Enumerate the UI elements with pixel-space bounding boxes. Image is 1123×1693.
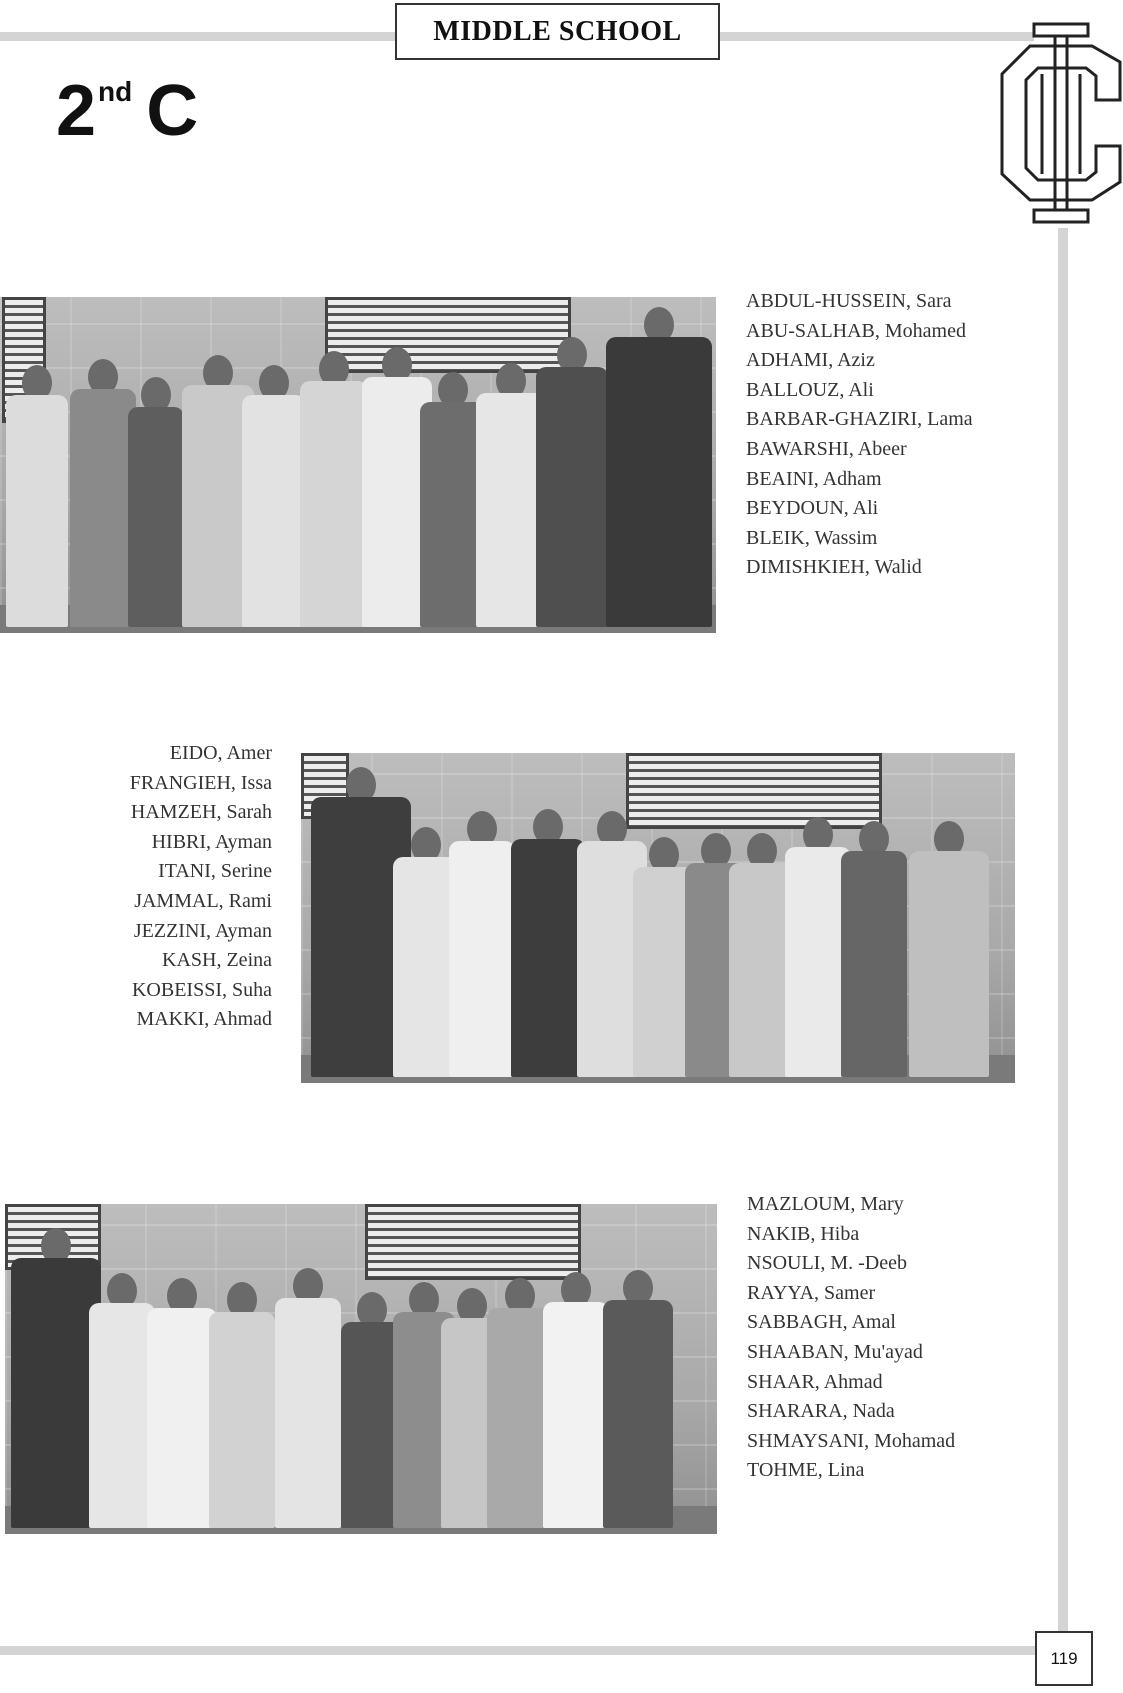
class-photo-2	[301, 753, 1015, 1083]
student-name: ADHAMI, Aziz	[746, 349, 875, 372]
student-name: NSOULI, M. -Deeb	[747, 1252, 907, 1275]
student-name: JEZZINI, Ayman	[133, 919, 272, 942]
student-name: BARBAR-GHAZIRI, Lama	[746, 408, 973, 431]
figure-body	[275, 1298, 341, 1528]
name-list-1	[746, 287, 973, 583]
student-figure	[128, 377, 184, 627]
page-number: 119	[1035, 1631, 1093, 1686]
figure-body	[606, 337, 712, 627]
ic-monogram-logo-icon	[1000, 22, 1123, 226]
class-title-number: 2	[56, 71, 97, 151]
figure-body	[242, 395, 306, 627]
student-name: RAYYA, Samer	[747, 1281, 876, 1304]
student-name: TOHME, Lina	[747, 1459, 865, 1482]
student-name: DIMISHKIEH, Walid	[746, 556, 922, 579]
student-figure	[6, 365, 68, 627]
figure-body	[6, 395, 68, 627]
student-name: SHARARA, Nada	[747, 1400, 895, 1423]
student-figure	[147, 1278, 217, 1528]
student-name: SHMAYSANI, Mohamad	[747, 1429, 956, 1452]
figure-body	[209, 1312, 275, 1528]
student-name: EIDO, Amer	[169, 742, 272, 764]
figure-body	[449, 841, 515, 1077]
window-shutter	[365, 1204, 581, 1280]
student-name: BEYDOUN, Ali	[746, 497, 879, 520]
student-figure	[841, 821, 907, 1077]
student-figure	[275, 1268, 341, 1528]
student-name: ABU-SALHAB, Mohamed	[746, 319, 966, 342]
class-title-letter: C	[146, 71, 199, 151]
figure-body	[128, 407, 184, 627]
student-figure	[70, 359, 136, 627]
student-name: JAMMAL, Rami	[134, 889, 272, 912]
student-name: SHAABAN, Mu'ayad	[747, 1340, 923, 1363]
name-list-3	[747, 1190, 955, 1486]
student-figure	[909, 821, 989, 1077]
student-name: FRANGIEH, Issa	[129, 771, 272, 794]
right-rule	[1058, 228, 1068, 1648]
student-figure	[606, 307, 712, 627]
figure-body	[603, 1300, 673, 1528]
student-figure	[89, 1273, 155, 1528]
student-name: NAKIB, Hiba	[747, 1222, 860, 1245]
student-figure	[603, 1270, 673, 1528]
class-photo-1	[0, 297, 716, 633]
figure-body	[543, 1302, 609, 1528]
class-photo-3	[5, 1204, 717, 1534]
student-name: HAMZEH, Sarah	[130, 801, 272, 824]
figure-body	[536, 367, 608, 627]
figure-body	[511, 839, 585, 1077]
student-name: MAKKI, Ahmad	[136, 1008, 272, 1031]
student-figure	[543, 1272, 609, 1528]
student-name: MAZLOUM, Mary	[747, 1193, 904, 1215]
student-figure	[242, 365, 306, 627]
figure-body	[909, 851, 989, 1077]
student-figure	[11, 1228, 101, 1528]
student-figure	[300, 351, 368, 627]
student-name: ITANI, Serine	[158, 860, 272, 883]
class-title	[56, 70, 198, 152]
student-name: KASH, Zeina	[162, 949, 272, 972]
student-name: BLEIK, Wassim	[746, 526, 878, 549]
section-header: MIDDLE SCHOOL	[395, 3, 720, 60]
student-name: SABBAGH, Amal	[747, 1311, 896, 1334]
figure-body	[89, 1303, 155, 1528]
student-name: SHAAR, Ahmad	[747, 1370, 883, 1393]
student-name: KOBEISSI, Suha	[131, 978, 272, 1001]
student-name: BAWARSHI, Abeer	[746, 437, 907, 460]
name-list-2	[130, 739, 272, 1035]
bottom-rule	[0, 1646, 1036, 1655]
student-figure	[209, 1282, 275, 1528]
student-name: HIBRI, Ayman	[151, 830, 272, 853]
figure-body	[11, 1258, 101, 1528]
figure-body	[841, 851, 907, 1077]
class-title-suffix: nd	[98, 76, 133, 107]
student-figure	[536, 337, 608, 627]
student-name: ABDUL-HUSSEIN, Sara	[746, 290, 952, 312]
student-name: BEAINI, Adham	[746, 467, 882, 490]
student-figure	[449, 811, 515, 1077]
figure-body	[300, 381, 368, 627]
figure-body	[147, 1308, 217, 1528]
student-figure	[511, 809, 585, 1077]
student-name: BALLOUZ, Ali	[746, 378, 874, 401]
figure-body	[70, 389, 136, 627]
